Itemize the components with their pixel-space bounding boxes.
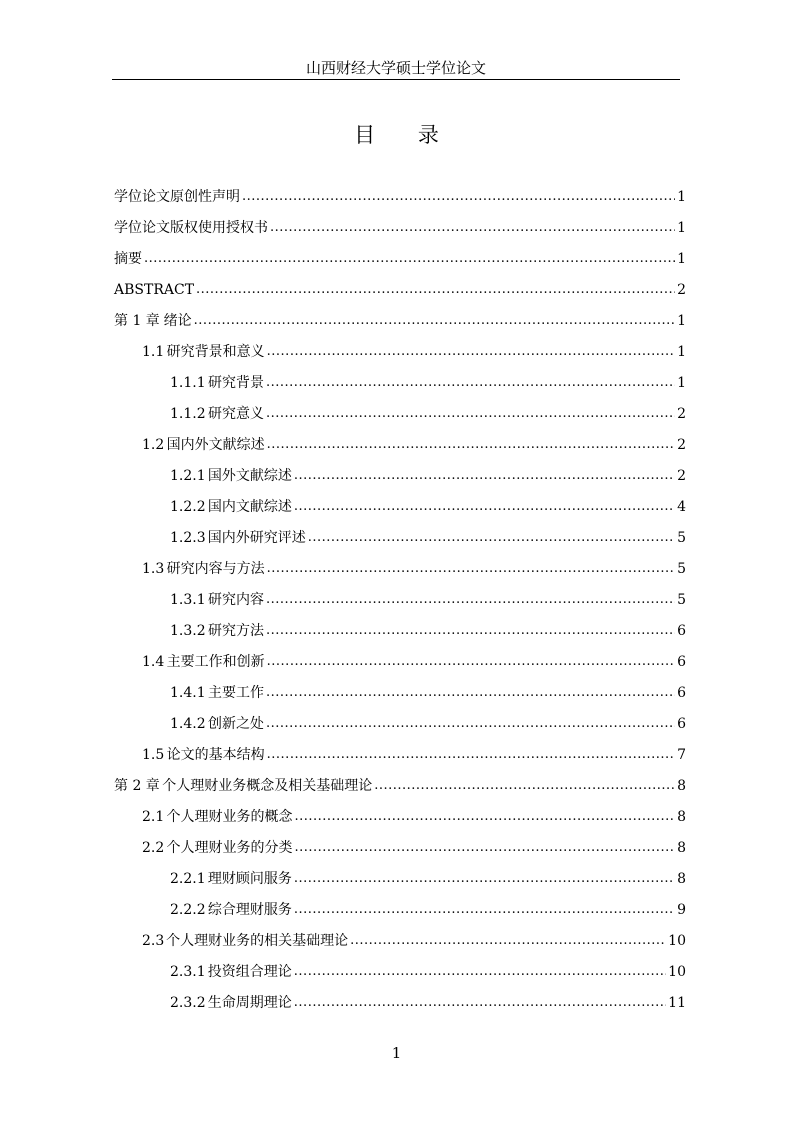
toc-entry[interactable] [114, 708, 686, 739]
toc-dot-leader [267, 435, 675, 455]
toc-entry-number: 1.1.2 [170, 405, 206, 422]
toc-entry-page: 10 [668, 963, 686, 980]
toc-dot-leader [267, 652, 675, 672]
toc-entry-page: 8 [677, 870, 686, 887]
toc-entry[interactable] [114, 615, 686, 646]
toc-entry-number: 2.2.1 [170, 870, 206, 887]
toc-entry-number: 第 2 章 [114, 777, 160, 794]
toc-entry[interactable] [114, 553, 686, 584]
toc-entry[interactable] [114, 212, 686, 243]
toc-dot-leader [294, 869, 675, 889]
toc-entry-number: 1.4.1 [170, 684, 206, 701]
toc-entry-number: 2.3.1 [170, 963, 206, 980]
toc-entry-label: 国内外研究评述 [207, 529, 306, 546]
toc-entry-number: 1.2.3 [170, 529, 206, 546]
toc-dot-leader [350, 931, 666, 951]
toc-entry[interactable] [114, 584, 686, 615]
toc-entry-label: 研究意义 [208, 405, 265, 422]
toc-entry-number: 2.1 [142, 808, 165, 825]
toc-entry-label: 主要工作 [208, 684, 265, 701]
toc-dot-leader [294, 900, 675, 920]
toc-entry-page: 1 [677, 312, 686, 329]
toc-entry-page: 5 [677, 591, 686, 608]
toc-entry-page: 10 [668, 932, 686, 949]
toc-entry-label: 投资组合理论 [207, 963, 292, 980]
toc-entry-label: 个人理财业务的概念 [166, 808, 293, 825]
toc-dot-leader [294, 838, 675, 858]
toc-entry-number: 1.1 [142, 343, 165, 360]
toc-entry[interactable] [114, 925, 686, 956]
toc-entry-label: 绪论 [163, 312, 192, 329]
toc-entry[interactable] [114, 863, 686, 894]
toc-entry-page: 2 [677, 281, 686, 298]
toc-entry-label: 个人理财业务的分类 [166, 839, 293, 856]
toc-entry-page: 6 [677, 684, 686, 701]
toc-entry-page: 1 [677, 219, 686, 236]
toc-entry[interactable] [114, 336, 686, 367]
toc-entry-page: 5 [677, 529, 686, 546]
toc-entry-label: 综合理财服务 [207, 901, 292, 918]
toc-dot-leader [266, 373, 675, 393]
toc-dot-leader [266, 404, 675, 424]
toc-entry-label: 主要工作和创新 [166, 653, 265, 670]
toc-entry[interactable] [114, 739, 686, 770]
toc-entry-label: 研究方法 [208, 622, 265, 639]
toc-entry-number: 第 1 章 [114, 312, 160, 329]
toc-entry[interactable] [114, 956, 686, 987]
toc-entry-number: 2.2 [142, 839, 165, 856]
toc-entry-label: 研究内容 [208, 591, 265, 608]
toc-entry[interactable] [114, 491, 686, 522]
toc-dot-leader [267, 745, 675, 765]
toc-entry-label: 研究内容与方法 [166, 560, 265, 577]
toc-dot-leader [266, 683, 675, 703]
toc-entry[interactable] [114, 770, 686, 801]
toc-entry-label: 摘要 [114, 250, 142, 267]
toc-entry[interactable] [114, 305, 686, 336]
table-of-contents [114, 181, 686, 1018]
toc-entry[interactable] [114, 181, 686, 212]
toc-entry-page: 1 [677, 343, 686, 360]
toc-dot-leader [194, 311, 675, 331]
toc-entry[interactable] [114, 832, 686, 863]
toc-entry-page: 2 [677, 436, 686, 453]
toc-entry[interactable] [114, 460, 686, 491]
toc-dot-leader [294, 807, 675, 827]
toc-entry-number: 1.3.2 [170, 622, 206, 639]
toc-entry-page: 1 [677, 374, 686, 391]
toc-entry-label: ABSTRACT [114, 281, 195, 298]
toc-entry-number: 1.2.1 [170, 467, 206, 484]
toc-entry-page: 5 [677, 560, 686, 577]
toc-dot-leader [270, 218, 675, 238]
toc-entry[interactable] [114, 894, 686, 925]
toc-entry-page: 9 [677, 901, 686, 918]
toc-entry-label: 国外文献综述 [207, 467, 292, 484]
toc-dot-leader [266, 590, 675, 610]
toc-dot-leader [144, 249, 675, 269]
toc-entry[interactable] [114, 367, 686, 398]
page-number: 1 [391, 1044, 402, 1062]
toc-entry-number: 1.4 [142, 653, 165, 670]
toc-entry-page: 2 [677, 405, 686, 422]
toc-entry[interactable] [114, 801, 686, 832]
toc-entry-number: 1.4.2 [170, 715, 206, 732]
toc-entry-label: 国内外文献综述 [166, 436, 265, 453]
toc-entry-page: 11 [668, 994, 686, 1011]
toc-entry[interactable] [114, 677, 686, 708]
toc-entry-label: 个人理财业务概念及相关基础理论 [162, 777, 373, 794]
toc-entry-number: 2.2.2 [170, 901, 206, 918]
toc-entry-number: 2.3 [142, 932, 165, 949]
toc-dot-leader [196, 280, 675, 300]
toc-dot-leader [294, 497, 675, 517]
toc-entry-label: 生命周期理论 [207, 994, 292, 1011]
header-rule [112, 79, 680, 80]
toc-entry-page: 8 [677, 808, 686, 825]
toc-entry-label: 学位论文版权使用授权书 [114, 219, 268, 236]
toc-entry-page: 6 [677, 715, 686, 732]
toc-entry-page: 4 [677, 498, 686, 515]
toc-entry-number: 1.2.2 [170, 498, 206, 515]
toc-title: 目 录 [354, 123, 457, 147]
toc-entry-page: 2 [677, 467, 686, 484]
toc-entry-number: 1.2 [142, 436, 165, 453]
toc-entry-label: 论文的基本结构 [166, 746, 265, 763]
toc-entry[interactable] [114, 646, 686, 677]
toc-entry[interactable] [114, 398, 686, 429]
toc-dot-leader [242, 187, 675, 207]
toc-entry-number: 1.3.1 [170, 591, 206, 608]
toc-entry[interactable] [114, 274, 686, 305]
toc-dot-leader [266, 714, 675, 734]
toc-entry-page: 1 [677, 250, 686, 267]
toc-entry-number: 1.3 [142, 560, 165, 577]
toc-entry-label: 国内文献综述 [207, 498, 292, 515]
toc-entry-label: 研究背景和意义 [166, 343, 265, 360]
toc-entry-number: 1.1.1 [170, 374, 206, 391]
toc-dot-leader [266, 621, 675, 641]
toc-dot-leader [267, 342, 675, 362]
toc-entry-page: 7 [677, 746, 686, 763]
toc-dot-leader [374, 776, 675, 796]
toc-entry-page: 6 [677, 653, 686, 670]
toc-entry-page: 8 [677, 777, 686, 794]
toc-dot-leader [267, 559, 675, 579]
toc-entry-label: 学位论文原创性声明 [114, 188, 240, 205]
toc-entry-label: 理财顾问服务 [207, 870, 292, 887]
toc-entry[interactable] [114, 243, 686, 274]
toc-entry[interactable] [114, 522, 686, 553]
toc-entry-page: 8 [677, 839, 686, 856]
toc-entry[interactable] [114, 987, 686, 1018]
page-header: 山西财经大学硕士学位论文 [305, 59, 486, 77]
toc-entry-label: 个人理财业务的相关基础理论 [166, 932, 349, 949]
toc-dot-leader [294, 466, 675, 486]
toc-dot-leader [294, 962, 666, 982]
toc-entry-number: 1.5 [142, 746, 165, 763]
toc-entry-page: 6 [677, 622, 686, 639]
toc-entry-number: 2.3.2 [170, 994, 206, 1011]
toc-dot-leader [308, 528, 675, 548]
toc-entry-label: 创新之处 [208, 715, 265, 732]
toc-dot-leader [294, 993, 666, 1013]
toc-entry[interactable] [114, 429, 686, 460]
toc-entry-page: 1 [677, 188, 686, 205]
toc-entry-label: 研究背景 [208, 374, 265, 391]
